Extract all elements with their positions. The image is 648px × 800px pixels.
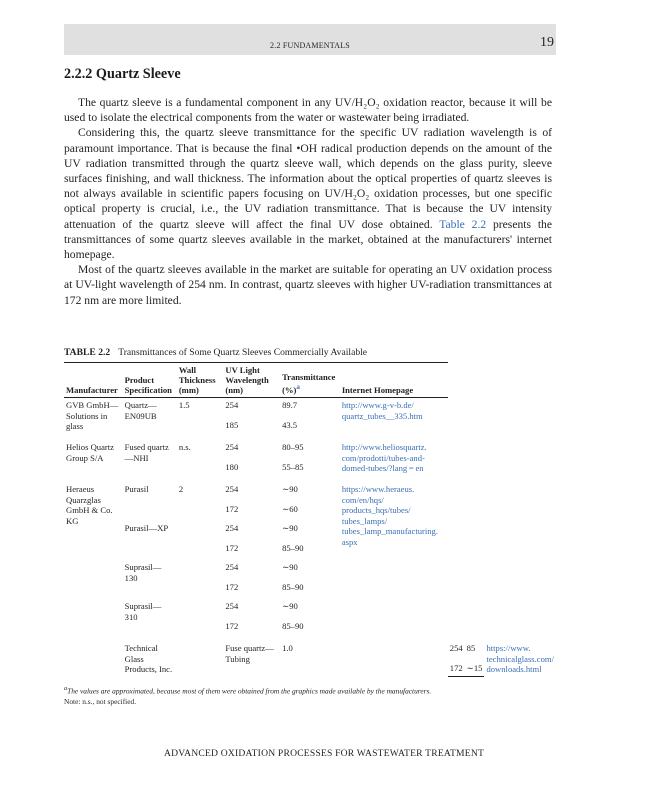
paragraph-2-text: Considering this, the quartz sleeve transmittance for the specific UV radiation wavelength is of paramount importance. That is because the final •OH radical production depends on the amount of the UV radiation transmitted through the quartz sleeve wall, which depends on the glass purity, sleeve surfaces finishing, and wall thickness. The information about the optical properties of quartz sleeves is not always available in scientific papers focusing on UV/H₂O₂ oxidation processes, but one specific optical property is crucial, i.e., the UV radiation transmittance. That is because the UV intensity attenuation of the quartz sleeve will affect the final UV dose obtained. [64,126,552,231]
col-product: Product Specification [123,363,177,398]
cell-product: Purasil [124,484,149,494]
cell-homepage-link[interactable]: https://www. technicalglass.com/ downloads.html [486,643,554,674]
cell-transmittance: ∼15 [465,656,485,677]
cell-wavelength: 172 [448,656,465,677]
paragraph-2-tail: presents the transmittances of some quartz sleeves available in the market, obtained at the manufacturers' internet homepage. [64,217,552,262]
cell-wall: 1.5 [178,400,190,410]
col-manufacturer: Manufacturer [64,363,123,398]
footnote-a [64,684,431,696]
cell-product: Fused quartz—NHI [124,442,169,463]
cell-wavelength: 172 [225,503,239,514]
running-header [64,24,556,55]
cell-transmittance: 80–95 [282,442,304,452]
cell-wavelength: 180 [225,461,239,472]
cell-transmittance: 85–90 [282,620,304,631]
cell-transmittance: 55–85 [282,461,304,472]
paragraph-2 [64,125,552,262]
table-label: TABLE 2.2 [64,347,111,358]
cell-product: Suprasil— 130 [124,562,162,583]
footnote-a-mark: a [64,686,68,692]
cell-manufacturer: GVB GmbH— Solutions in glass [66,400,119,431]
cell-transmittance: ∼60 [282,503,298,514]
section-heading: 2.2.2 Quartz Sleeve [64,66,181,82]
cell-product: Fuse quartz— Tubing [225,643,274,664]
table-reference-link[interactable]: Table 2.2 [439,217,487,231]
table-caption [64,347,367,358]
cell-wall: n.s. [178,442,191,452]
body-text [64,66,552,308]
cell-manufacturer: Technical Glass Products, Inc. [124,643,173,674]
cell-wavelength: 254 [225,523,239,533]
col-wall: Wall Thickness (mm) [177,363,224,398]
cell-transmittance: ∼90 [282,562,298,572]
cell-wavelength: 254 [225,400,239,410]
cell-wavelength: 172 [225,542,239,553]
cell-manufacturer: Helios Quartz Group S/A [66,442,114,463]
cell-product: Purasil—XP [124,523,169,533]
table-row [64,637,556,656]
table-note: Note: n.s., not specified. [64,697,137,707]
footnote-a-text: The values are approximated, because most of them were obtained from the graphics made available by the manufacturers. [67,686,432,696]
col-transmittance-label: Transmittance (%) [282,372,336,395]
table-footnotes [64,684,431,707]
cell-wavelength: 172 [225,620,239,631]
table-caption-text: Transmittances of Some Quartz Sleeves Commercially Available [118,347,368,358]
cell-homepage-link[interactable]: https://www.heraeus. com/en/hqs/ products_hqs/tubes/ tubes_lamps/ tubes_lamp_manufacturing. aspx [341,484,438,547]
table-row [64,398,556,413]
cell-transmittance: 85–90 [282,581,304,592]
col-wavelength: UV Light Wavelength (nm) [223,363,280,398]
col-homepage: Internet Homepage [340,363,448,398]
cell-wavelength: 254 [225,601,239,611]
cell-homepage-link[interactable]: http://www.heliosquartz. com/prodotti/tubes-and- domed-tubes/?lang = en [341,442,427,473]
table-header-row [64,363,556,398]
page-number: 19 [540,35,554,50]
table-row [64,516,556,536]
cell-homepage-link[interactable]: http://www.g-v-b.de/ quartz_tubes__335.htm [341,400,423,421]
cell-wall: 1.0 [282,643,293,653]
cell-wavelength: 172 [225,581,239,592]
table-row [64,478,556,497]
cell-wavelength: 254 [449,643,463,653]
transmittance-table [64,362,556,677]
cell-transmittance: 89.7 [282,400,298,410]
cell-transmittance: ∼90 [282,601,298,611]
cell-transmittance: ∼90 [282,523,298,533]
cell-wavelength: 185 [225,419,239,430]
cell-transmittance: 85–90 [282,542,304,553]
table-row [64,555,556,575]
table [64,362,556,677]
table-row [64,594,556,614]
cell-transmittance: 43.5 [282,419,298,430]
cell-transmittance: 85 [466,643,476,653]
cell-transmittance: ∼90 [282,484,298,494]
paragraph-1: The quartz sleeve is a fundamental component in any UV/H₂O₂ oxidation reactor, because it will be used to isolate the electrical components from the water or wastewater being irradiated. [64,96,552,125]
cell-product: Suprasil— 310 [124,601,162,622]
cell-wavelength: 254 [225,562,239,572]
table-row [64,436,556,455]
cell-product: Quartz— EN09UB [124,400,157,421]
cell-manufacturer: Heraeus Quarzglas GmbH & Co. KG [66,484,113,526]
cell-wall: 2 [178,484,184,494]
running-footer: ADVANCED OXIDATION PROCESSES FOR WASTEWATER TREATMENT [163,748,485,759]
footnote-mark[interactable]: a [296,383,300,392]
running-title: 2.2 FUNDAMENTALS [270,41,350,50]
cell-wavelength: 254 [225,442,239,452]
cell-wavelength: 254 [225,484,239,494]
col-transmittance [280,363,340,398]
paragraph-3: Most of the quartz sleeves available in the market are suitable for operating an UV oxidation process at UV-light wavelength of 254 nm. In contrast, quartz sleeves with higher UV-radiation transmittances at 172 nm are more limited. [64,263,552,307]
